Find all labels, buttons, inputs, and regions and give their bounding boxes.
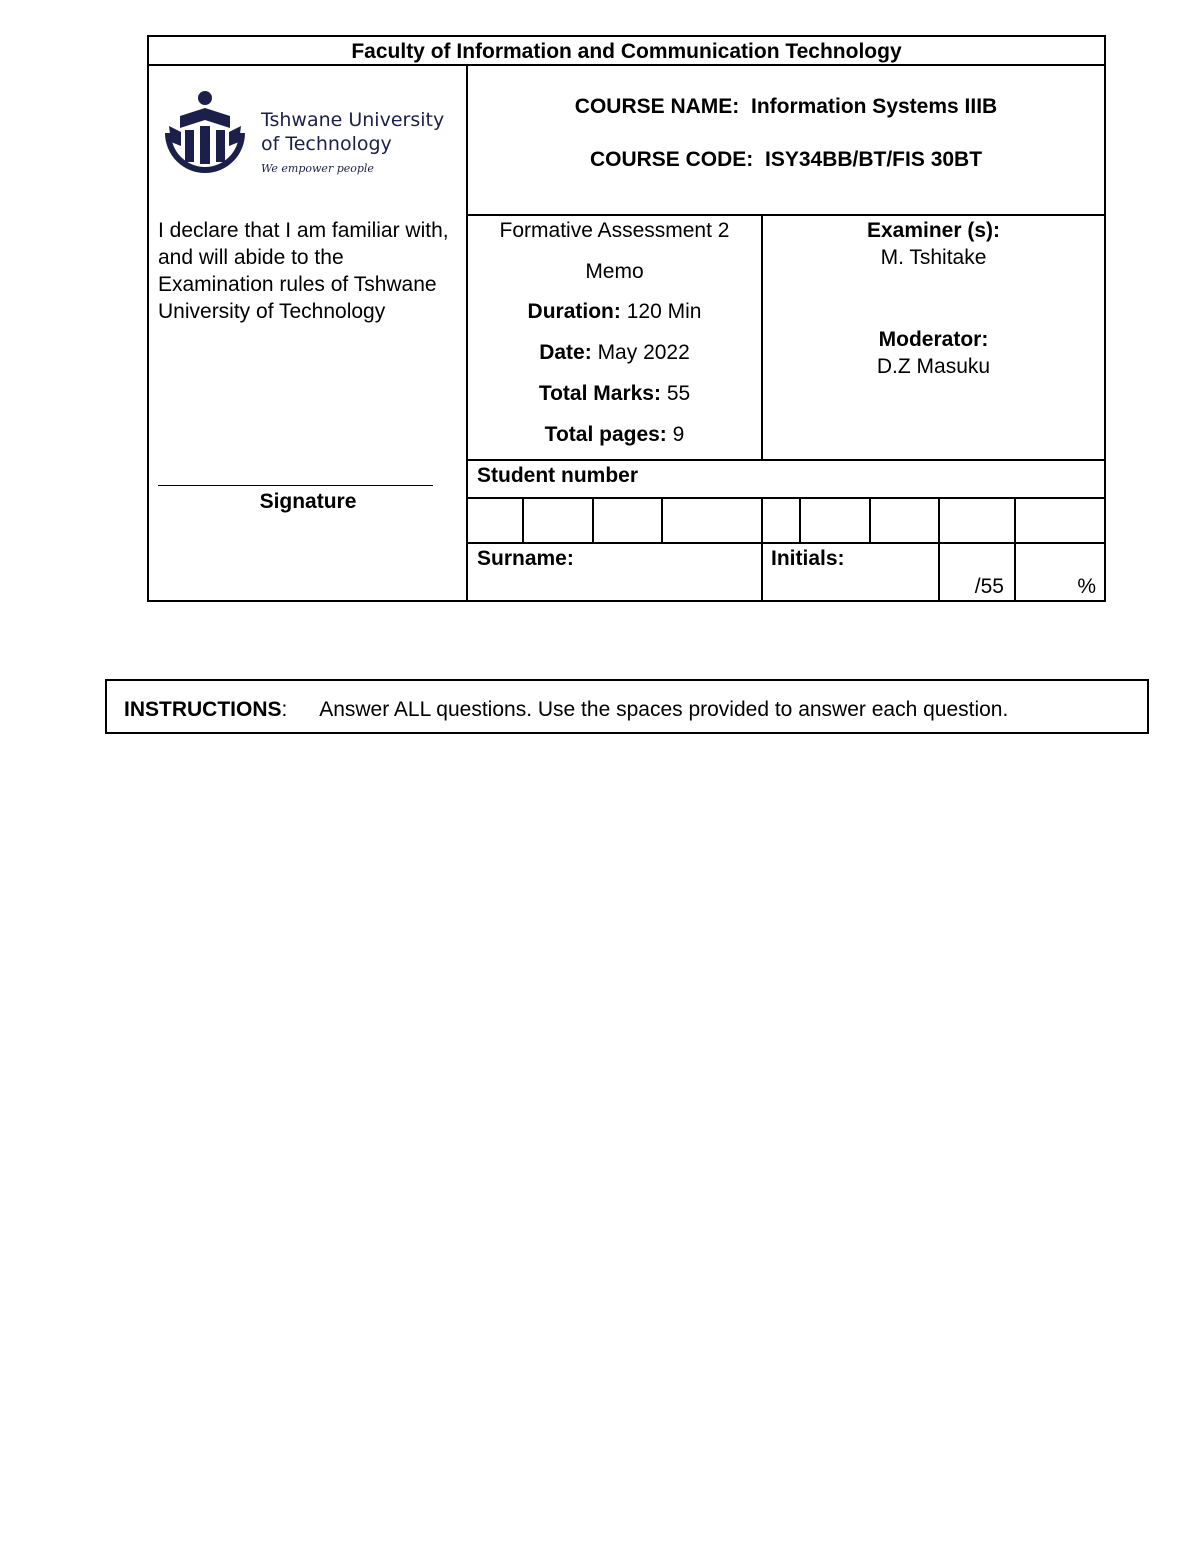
marks-out-of: /55 — [974, 575, 1004, 598]
logo-name-line1: Tshwane University — [261, 109, 445, 131]
initials-field[interactable] — [763, 544, 938, 600]
declaration-text: I declare that I am familiar with, and will abide to the Examination rules of Tshwane University of Technology — [158, 219, 449, 323]
date-label: Date: — [539, 341, 592, 364]
student-number-cell-9[interactable] — [1016, 499, 1104, 542]
university-emblem-icon — [155, 88, 255, 188]
student-number-cell-6[interactable] — [801, 499, 869, 542]
student-number-top — [466, 459, 1106, 461]
total-pages — [468, 423, 761, 447]
student-number-cell-5[interactable] — [763, 499, 799, 542]
assessment-subtitle: Memo — [585, 260, 644, 283]
examiner-label: Examiner (s): — [866, 219, 1001, 242]
instructions-colon: : — [281, 698, 288, 721]
total-pages-value: 9 — [672, 423, 685, 446]
logo-tagline: We empower people — [261, 162, 374, 175]
faculty-title: Faculty of Information and Communication Technology — [351, 40, 902, 63]
surname-label: Surname: — [477, 547, 574, 570]
duration-label: Duration: — [527, 300, 621, 323]
percent-field[interactable] — [1016, 544, 1104, 600]
signature-label: Signature — [259, 490, 357, 513]
course-name-label: COURSE NAME: — [574, 95, 740, 118]
student-number-cell-8[interactable] — [940, 499, 1014, 542]
instructions-text: Answer ALL questions. Use the spaces provided to answer each question. — [319, 698, 1009, 721]
total-marks — [468, 382, 761, 406]
course-name — [468, 95, 1104, 119]
student-number-label: Student number — [477, 464, 638, 487]
initials-label: Initials: — [771, 547, 845, 570]
header-divider — [147, 64, 1106, 66]
duration-value: 120 Min — [626, 300, 702, 323]
surname-field[interactable] — [468, 544, 761, 600]
examiner-name: M. Tshitake — [880, 246, 987, 269]
course-divider — [466, 214, 1106, 216]
date — [468, 341, 761, 365]
total-pages-label: Total pages: — [544, 423, 667, 446]
student-number-cell-1[interactable] — [468, 499, 522, 542]
instructions — [124, 698, 1008, 722]
instructions-label: INSTRUCTIONS — [124, 698, 282, 721]
university-logo — [155, 88, 455, 188]
percent-sign: % — [1077, 575, 1096, 598]
total-marks-value: 55 — [666, 382, 691, 405]
course-code — [468, 148, 1104, 172]
course-name-value: Information Systems IIIB — [750, 95, 998, 118]
logo-name-line2: of Technology — [261, 133, 392, 155]
total-marks-label: Total Marks: — [538, 382, 661, 405]
assessment-title: Formative Assessment 2 — [499, 219, 730, 242]
course-code-value: ISY34BB/BT/FIS 30BT — [764, 148, 983, 171]
signature-line[interactable] — [158, 485, 433, 486]
moderator-label: Moderator: — [878, 328, 989, 351]
marks-field[interactable] — [940, 544, 1014, 600]
student-number-cell-4[interactable] — [663, 499, 761, 542]
duration — [468, 300, 761, 324]
student-number-cell-7[interactable] — [871, 499, 938, 542]
student-number-cell-3[interactable] — [594, 499, 661, 542]
moderator-name: D.Z Masuku — [876, 355, 991, 378]
course-code-label: COURSE CODE: — [589, 148, 754, 171]
date-value: May 2022 — [597, 341, 690, 364]
student-number-cell-2[interactable] — [524, 499, 592, 542]
